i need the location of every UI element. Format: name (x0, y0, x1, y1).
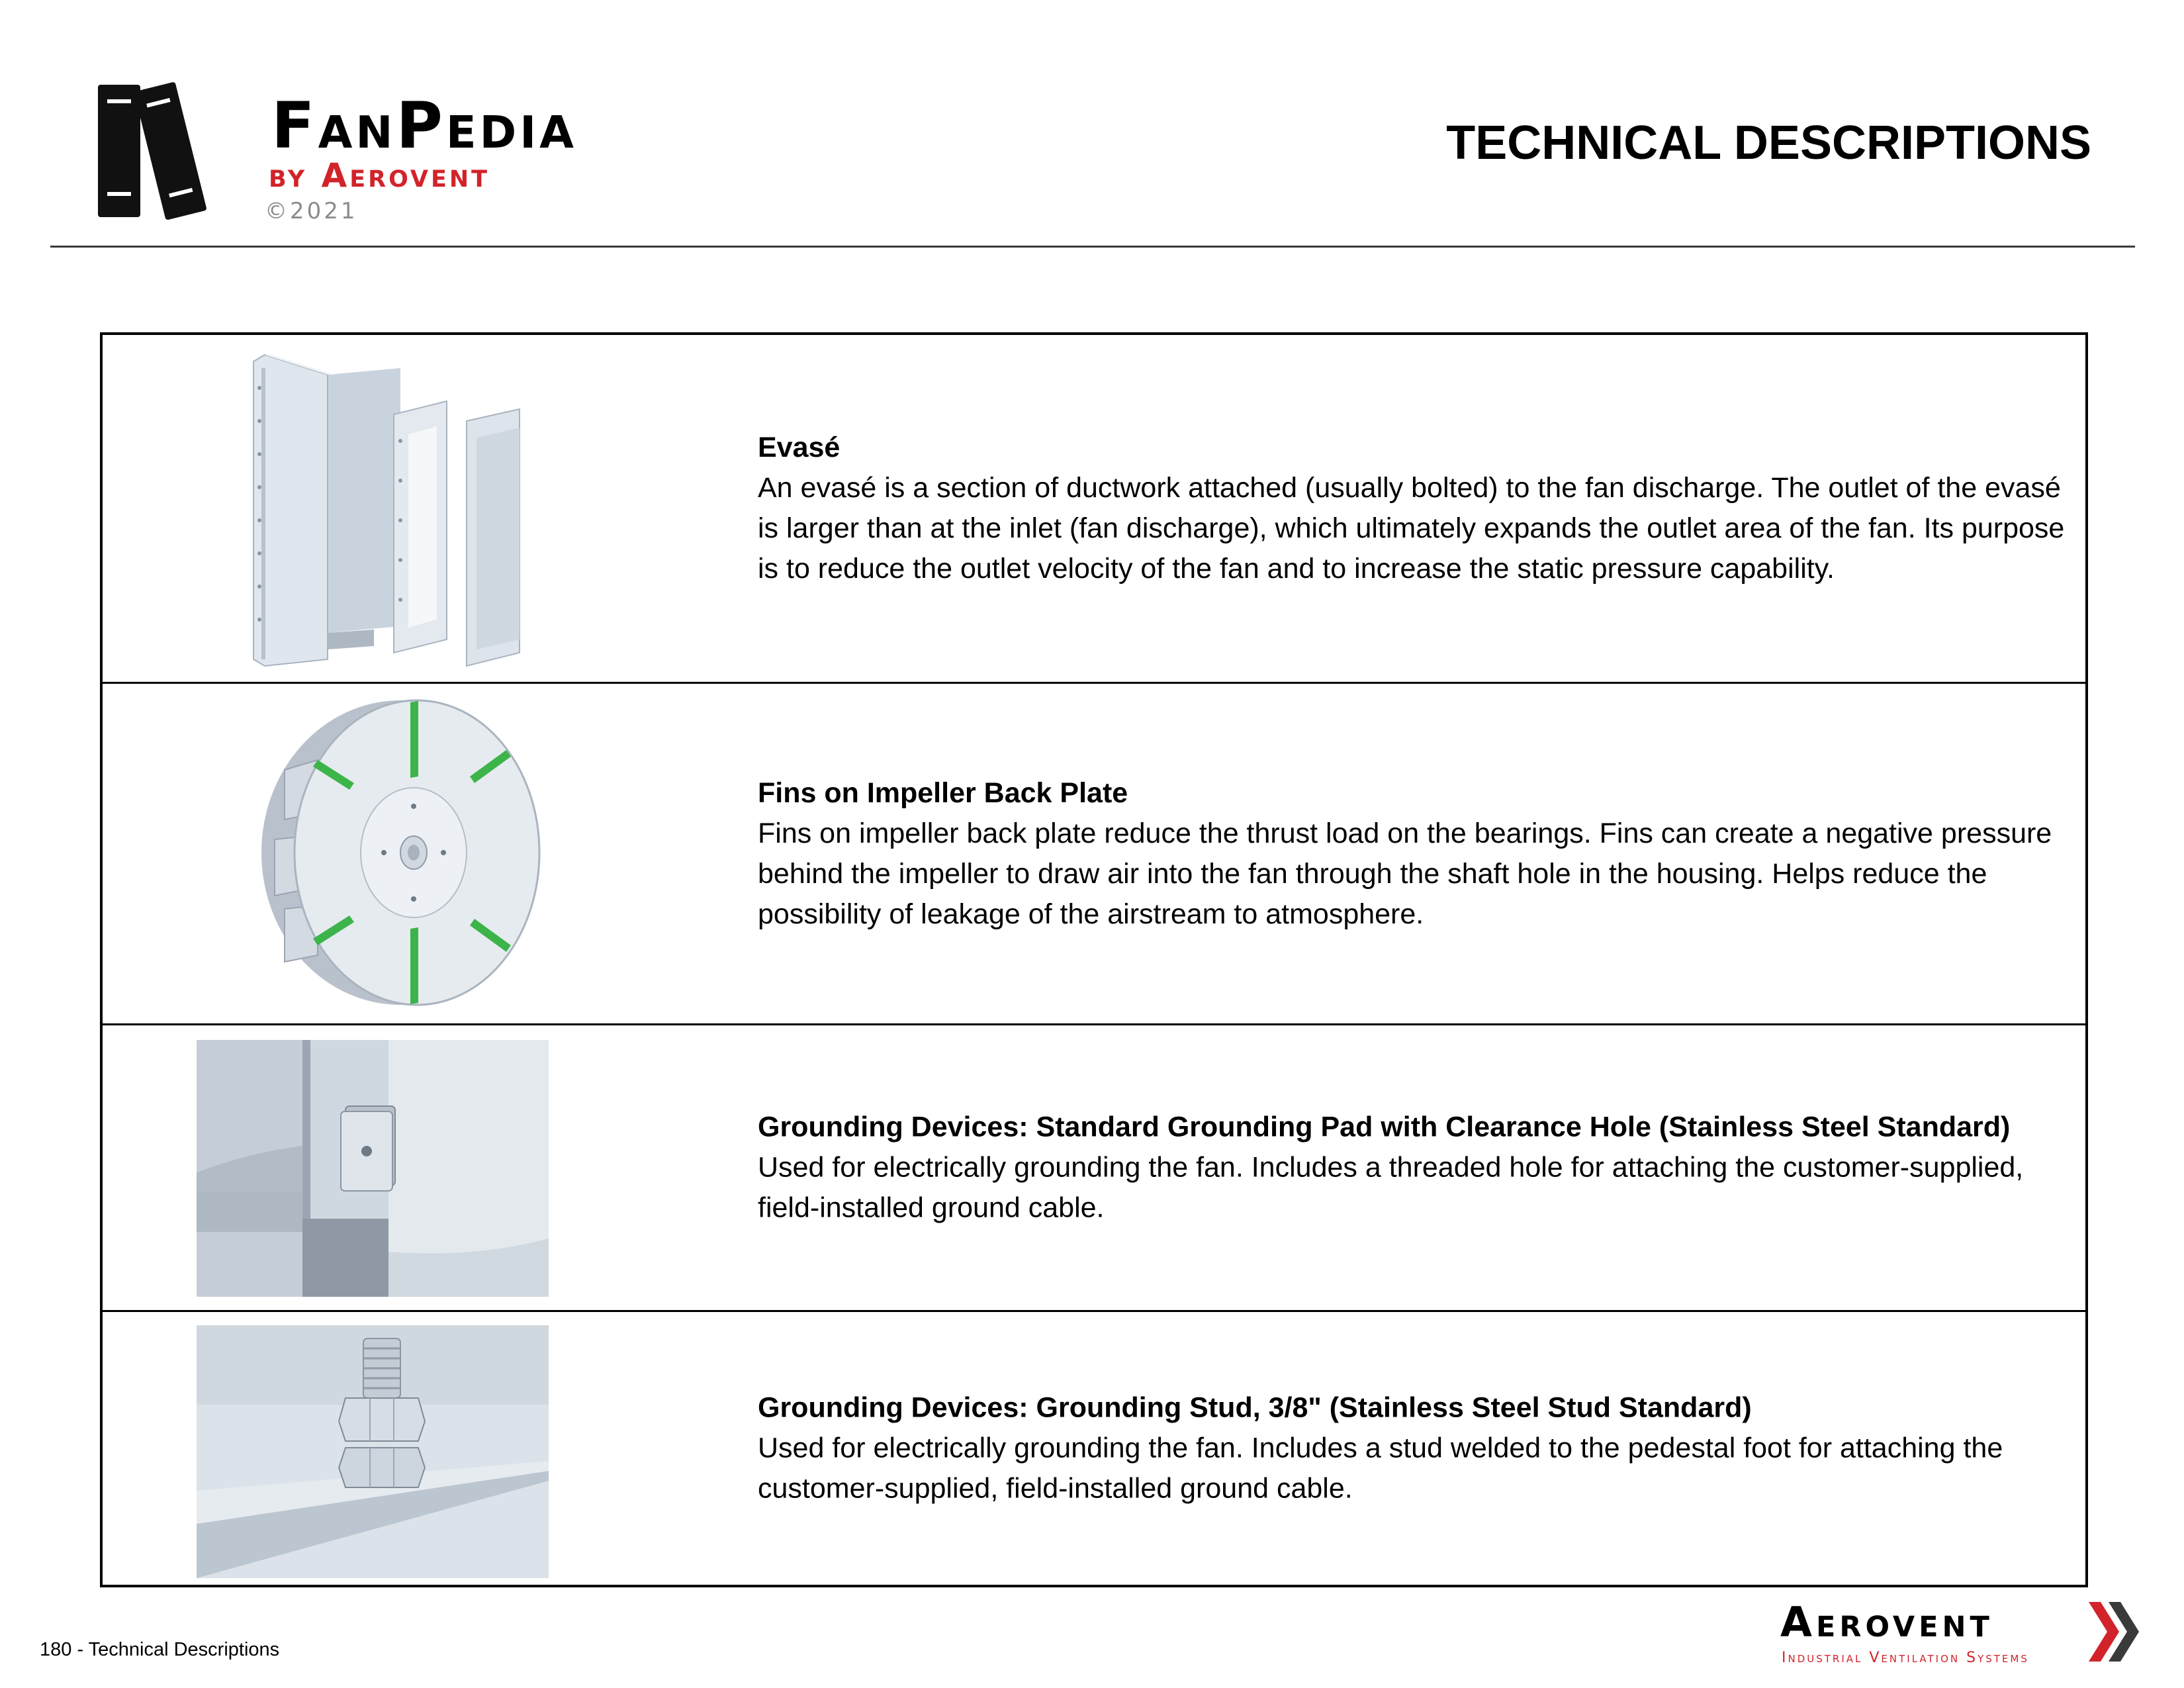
table-row-grounding-pad (103, 1025, 2085, 1312)
logo-title: FanPedia (271, 89, 578, 163)
row-title: Grounding Devices: Grounding Stud, 3/8" (Stainless Steel Stud Standard) (758, 1391, 1752, 1424)
row-description: Used for electrically grounding the fan. Includes a threaded hole for attaching the customer-supplied, field-installed ground cable. (758, 1151, 2024, 1224)
logo-copyright: ©2021 (265, 198, 358, 224)
row-text-grounding-stud (758, 1388, 2068, 1509)
row-text-evase (758, 428, 2068, 589)
row-text-grounding-pad (758, 1107, 2068, 1229)
row-description: Fins on impeller back plate reduce the thrust load on the bearings. Fins can create a negative pressure behind the impeller to draw air into the fan through the shaft hole in the housing. Helps reduce the possibility of leakage of the airstream to atmosphere. (758, 817, 2052, 930)
double-chevron-icon (2089, 1602, 2142, 1662)
fanpedia-logo (98, 79, 680, 232)
row-description: Used for electrically grounding the fan. Includes a stud welded to the pedestal foot for attaching the customer-supplied, field-installed ground cable. (758, 1432, 2003, 1505)
table-row-impeller-fins (103, 684, 2085, 1025)
logo-subtitle: by Aerovent (269, 156, 490, 195)
page-footer-label: 180 - Technical Descriptions (40, 1639, 280, 1660)
descriptions-table (100, 332, 2088, 1587)
books-icon (98, 79, 244, 222)
page-heading: TECHNICAL DESCRIPTIONS (1446, 117, 2091, 169)
header-divider (50, 246, 2135, 248)
evase-image (242, 348, 559, 673)
table-row-grounding-stud (103, 1312, 2085, 1585)
grounding-pad-image (197, 1040, 549, 1297)
footer-tagline: Industrial Ventilation Systems (1782, 1650, 2029, 1666)
footer-brand: Aerovent (1780, 1598, 1993, 1646)
row-title: Fins on Impeller Back Plate (758, 776, 1128, 809)
row-text-impeller-fins (758, 773, 2068, 935)
row-description: An evasé is a section of ductwork attached (usually bolted) to the fan discharge. The outlet of the evasé is larger than at the inlet (fan discharge), which ultimately expands the outlet area of the fan. Its purpose is to reduce the outlet velocity of the fan and to increase the static pressure capability. (758, 472, 2065, 585)
impeller-image (245, 697, 589, 1008)
table-row-evase (103, 335, 2085, 684)
grounding-stud-image (197, 1325, 549, 1578)
row-title: Evasé (758, 432, 841, 463)
row-title: Grounding Devices: Standard Grounding Pad with Clearance Hole (Stainless Steel Standard) (758, 1111, 2011, 1143)
aerovent-logo (1774, 1598, 2144, 1675)
